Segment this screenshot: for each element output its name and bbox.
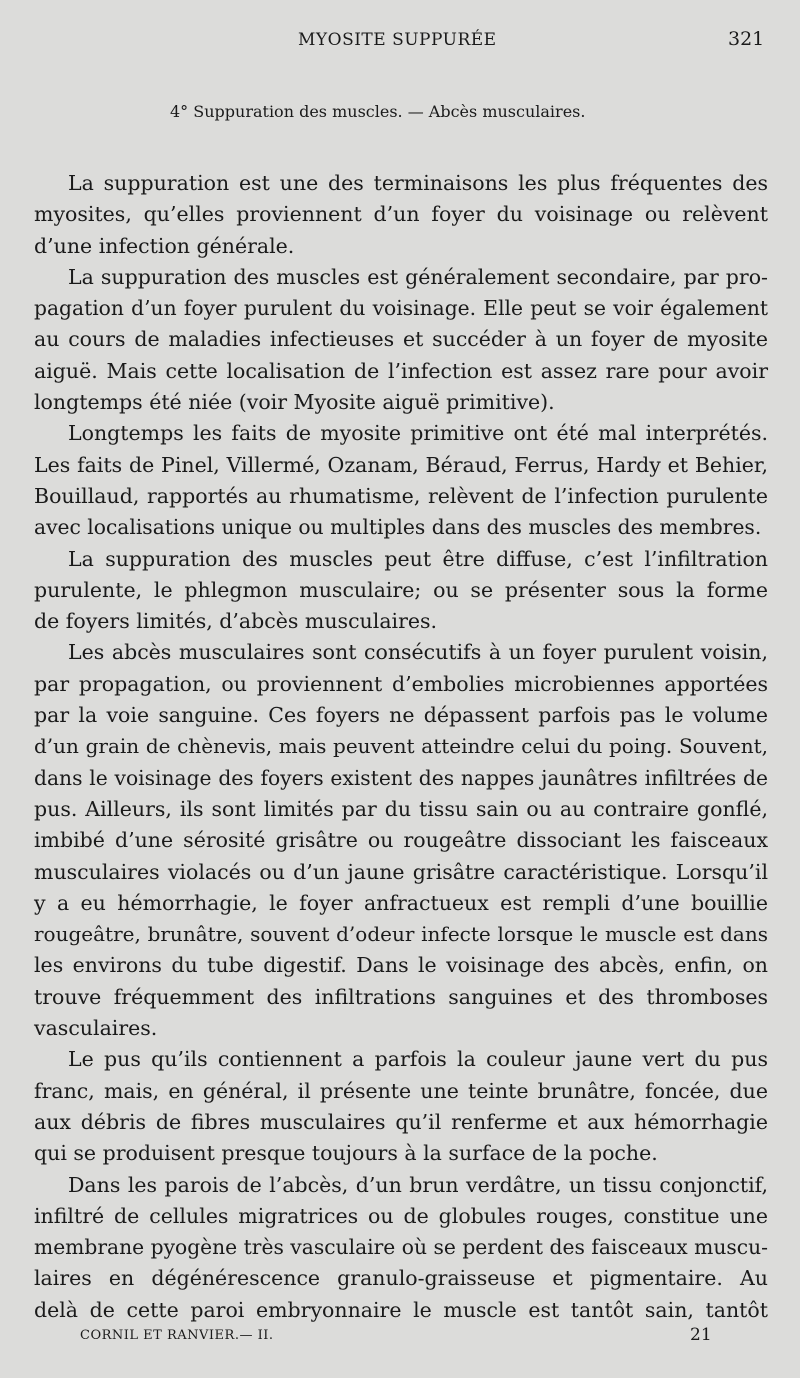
page-footer [0,1325,800,1352]
running-title: MYOSITE SUPPURÉE [298,30,497,50]
text-line: vasculaires. [34,1016,158,1041]
text-line: infiltré de cellules migratrices ou de globules rouges, constitue une [34,1203,768,1228]
text-line: franc, mais, en général, il présente une teinte brunâtre, foncée, due [34,1078,768,1103]
text-line: musculaires violacés ou d’un jaune grisâtre caractéristique. Lorsqu’il [34,859,768,884]
text-line: les environs du tube digestif. Dans le voisinage des abcès, enfin, on [34,953,768,978]
text-line: Les faits de Pinel, Villermé, Ozanam, Béraud, Ferrus, Hardy et Behier, [34,452,768,477]
text-line: Les abcès musculaires sont consécutifs à un foyer purulent voisin, [68,640,768,665]
text-line: dans le voisinage des foyers existent des nappes jaunâtres infiltrées de [34,765,768,790]
text-line: Bouillaud, rapportés au rhumatisme, relèvent de l’infection purulente [34,483,768,508]
text-line: imbibé d’une sérosité grisâtre ou rougeâtre dissociant les faisceaux [34,828,768,853]
text-line: y a eu hémorrhagie, le foyer anfractueux est rempli d’une bouillie [34,890,768,915]
text-line: par la voie sanguine. Ces foyers ne dépassent parfois pas le volume [34,703,768,728]
text-line: Longtemps les faits de myosite primitive ont été mal interprétés. [68,421,768,446]
text-line: Le pus qu’ils contiennent a parfois la couleur jaune vert du pus [68,1047,768,1072]
text-line: d’un grain de chènevis, mais peuvent atteindre celui du poing. Souvent, [34,734,768,759]
text-line: La suppuration des muscles est généralement secondaire, par pro- [68,264,768,289]
text-line: purulente, le phlegmon musculaire; ou se présenter sous la forme [34,577,768,602]
text-line: rougeâtre, brunâtre, souvent d’odeur infecte lorsque le muscle est dans [34,922,768,947]
text-line: qui se produisent presque toujours à la surface de la poche. [34,1141,658,1166]
text-line: longtemps été niée (voir Myosite aiguë primitive). [34,390,555,415]
page-number: 321 [728,28,765,50]
text-line: aux débris de fibres musculaires qu’il renferme et aux hémorrhagie [34,1109,768,1134]
text-line: membrane pyogène très vasculaire où se perdent des faisceaux muscu- [34,1235,768,1260]
body-text [34,168,768,1326]
signature-mark: 21 [690,1325,712,1345]
text-line: La suppuration est une des terminaisons les plus fréquentes des [68,171,768,195]
text-line: Dans les parois de l’abcès, d’un brun verdâtre, un tissu conjonctif, [68,1172,768,1197]
text-line: au cours de maladies infectieuses et succéder à un foyer de myosite [34,327,768,352]
text-line: d’une infection générale. [34,233,295,258]
section-heading: 4° Suppuration des muscles. — Abcès musculaires. [170,102,586,121]
text-line: pus. Ailleurs, ils sont limités par du tissu sain ou au contraire gonflé, [34,796,768,821]
text-line: de foyers limités, d’abcès musculaires. [34,609,438,634]
footer-authors-volume: CORNIL ET RANVIER.— II. [80,1328,274,1343]
text-line: delà de cette paroi embryonnaire le muscle est tantôt sain, tantôt [34,1297,768,1322]
page-header [0,28,800,58]
text-line: myosites, qu’elles proviennent d’un foyer du voisinage ou relèvent [34,202,768,227]
text-line: avec localisations unique ou multiples dans des muscles des membres. [34,515,762,540]
text-line: laires en dégénérescence granulo-graisseuse et pigmentaire. Au [34,1266,768,1291]
text-line: pagation d’un foyer purulent du voisinage. Elle peut se voir également [34,296,768,321]
text-line: trouve fréquemment des infiltrations sanguines et des thromboses [34,984,768,1009]
text-line: La suppuration des muscles peut être diffuse, c’est l’infiltration [68,546,768,571]
text-line: aiguë. Mais cette localisation de l’infection est assez rare pour avoir [34,358,768,383]
text-line: par propagation, ou proviennent d’embolies microbiennes apportées [34,671,768,696]
